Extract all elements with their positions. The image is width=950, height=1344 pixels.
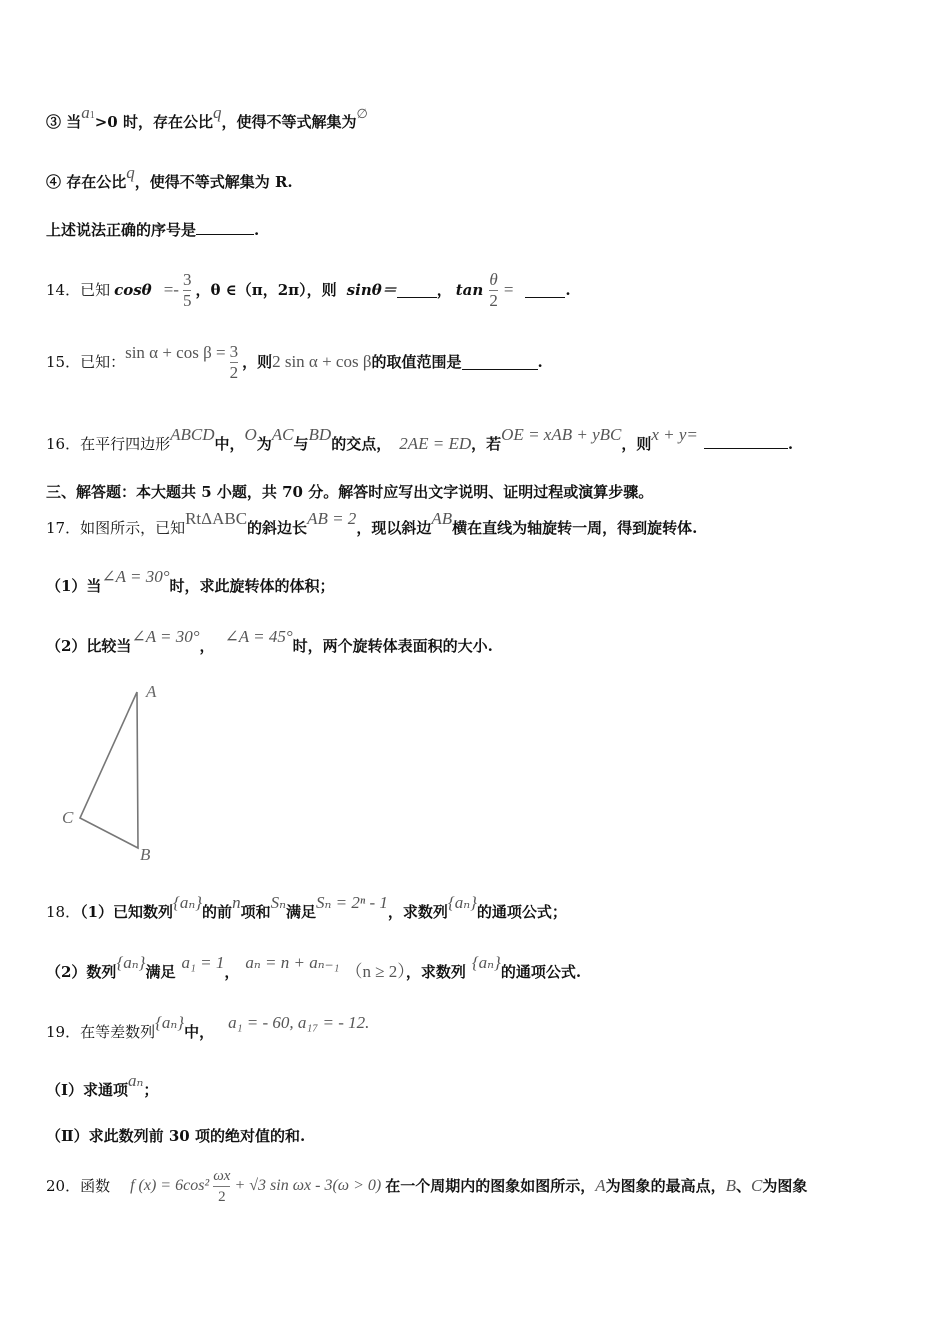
statement-conclusion: 上述说法正确的序号是 . — [46, 221, 260, 239]
question-17: 17．如图所示，已知RtΔABC的斜边长AB = 2，现以斜边AB横在直线为轴旋转一周，得到旋转体. — [46, 509, 698, 537]
triangle-edges — [80, 692, 138, 848]
question-19-part-2: （Ⅱ）求此数列前 30 项的绝对值的和. — [46, 1127, 306, 1145]
vertex-a-label: A — [146, 682, 157, 701]
question-17-part-2: （2）比较当∠A = 30°， ∠A = 45°时，两个旋转体表面积的大小. — [46, 627, 493, 655]
statement-3: ③ 当a1>0 时，存在公比q，使得不等式解集为∅ — [46, 103, 368, 131]
question-18: 18．（1）已知数列{aₙ}的前n项和Sₙ满足Sₙ = 2ⁿ - 1，求数列{aₙ}的通项公式； — [46, 893, 567, 921]
question-20: 20．函数 f (x) = 6cos² $\frac{\omega x}{2}$ + √3 sin ωx - 3(ω > 0) 在一个周期内的图象如图所示， A 为图象的最高点， B 、 C 为图象 — [46, 1167, 808, 1205]
question-15: 15．已知： sin α + cos β = $\frac{3}{2}$ ，则 2 sin α + cos β 的取值范围是 . — [46, 341, 543, 382]
vertex-b-label: B — [140, 845, 151, 864]
statement-4: ④ 存在公比q，使得不等式解集为 R. — [46, 163, 293, 191]
question-19-part-1: （Ⅰ）求通项aₙ； — [46, 1071, 159, 1099]
answer-blank-sin[interactable] — [397, 283, 437, 298]
question-18-part-2: （2）数列{aₙ}满足 a₁ = 1， aₙ = n + aₙ₋₁ （n ≥ 2），求数列 {aₙ}的通项公式. — [46, 953, 582, 981]
answer-blank[interactable] — [704, 434, 788, 449]
section-heading: 三、解答题：本大题共 5 小题，共 70 分。解答时应写出文字说明、证明过程或演算步骤。 — [46, 483, 654, 501]
answer-blank[interactable] — [462, 355, 538, 370]
question-16: 16．在平行四边形ABCD中，O为AC与BD的交点， 2AE = ED，若OE = xAB + yBC，则x + y= . — [46, 425, 794, 453]
vertex-c-label: C — [62, 808, 74, 827]
question-19: 19．在等差数列{aₙ}中， a₁ = - 60, a₁₇ = - 12. — [46, 1013, 370, 1041]
answer-blank-tan[interactable] — [525, 283, 565, 298]
question-17-part-1: （1）当∠A = 30°时，求此旋转体的体积； — [46, 567, 335, 595]
triangle-figure — [58, 680, 178, 870]
question-14: 14．已知 cosθ =- $\frac{3}{5}$ ，θ ∈（π，2π），则 sinθ＝ ， tan $\frac{\theta}{2}$ = . — [46, 269, 571, 310]
answer-blank[interactable] — [196, 220, 254, 235]
